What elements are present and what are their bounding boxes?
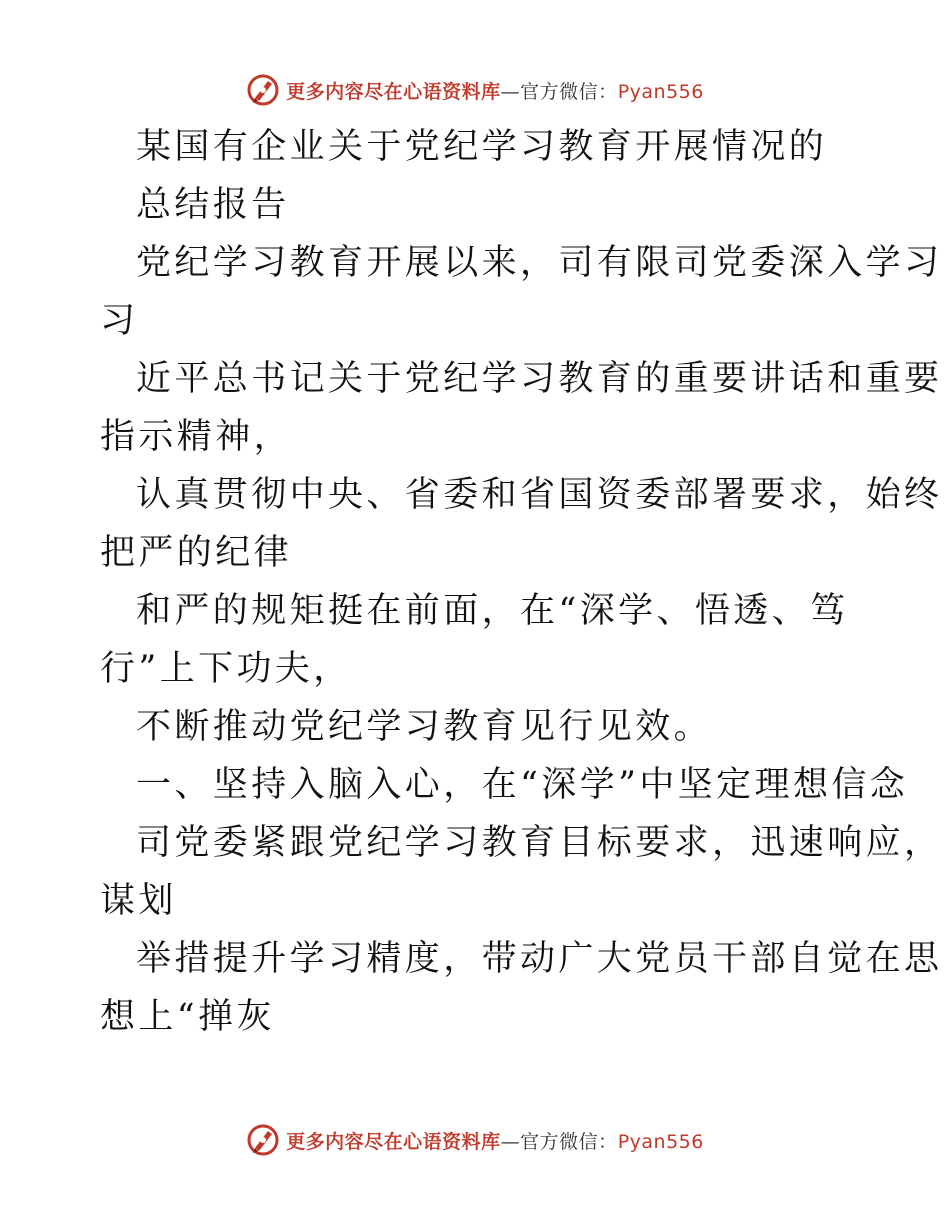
- paragraph-line: 谋划: [100, 881, 177, 921]
- paragraph-line: 党纪学习教育开展以来，司有限司党委深入学习: [136, 243, 943, 283]
- title-line-1: 某国有企业关于党纪学习教育开展情况的: [136, 127, 828, 167]
- paragraph-line: 想上“掸灰: [100, 997, 275, 1037]
- watermark-prefix: 更多内容尽在心语资料库: [286, 80, 501, 103]
- paragraph-line: 把严的纪律: [100, 533, 293, 573]
- watermark-dash: —: [500, 1130, 521, 1153]
- paragraph-line: 司党委紧跟党纪学习教育目标要求，迅速响应，: [136, 823, 943, 863]
- section-heading: 一、坚持入脑入心，在“深学”中坚定理想信念: [136, 765, 909, 805]
- paragraph-line: 行”上下功夫，: [100, 649, 352, 689]
- header-watermark: [0, 70, 950, 110]
- watermark-prefix: 更多内容尽在心语资料库: [286, 1130, 501, 1153]
- paragraph-line: 不断推动党纪学习教育见行见效。: [136, 707, 713, 747]
- watermark-official-label: 官方微信：: [520, 80, 618, 103]
- watermark-text: [286, 77, 704, 104]
- watermark-official-label: 官方微信：: [520, 1130, 618, 1153]
- title-line-2: 总结报告: [136, 185, 290, 225]
- pen-logo-icon: [246, 1123, 280, 1157]
- watermark-group: [246, 1123, 704, 1157]
- paragraph-line: 和严的规矩挺在前面，在“深学、悟透、笃: [136, 591, 849, 631]
- footer-watermark: [0, 1120, 950, 1160]
- paragraph-line: 指示精神，: [100, 417, 293, 457]
- watermark-wechat-id: Pyan556: [617, 80, 704, 103]
- paragraph-line: 习: [100, 301, 139, 341]
- paragraph-line: 近平总书记关于党纪学习教育的重要讲话和重要: [136, 359, 943, 399]
- document-body: [100, 118, 943, 1046]
- paragraph-line: 认真贯彻中央、省委和省国资委部署要求，始终: [136, 475, 943, 515]
- watermark-wechat-id: Pyan556: [617, 1130, 704, 1153]
- pen-logo-icon: [246, 73, 280, 107]
- watermark-text: [286, 1127, 704, 1154]
- watermark-group: [246, 73, 704, 107]
- paragraph-line: 举措提升学习精度，带动广大党员干部自觉在思: [136, 939, 943, 979]
- watermark-dash: —: [500, 80, 521, 103]
